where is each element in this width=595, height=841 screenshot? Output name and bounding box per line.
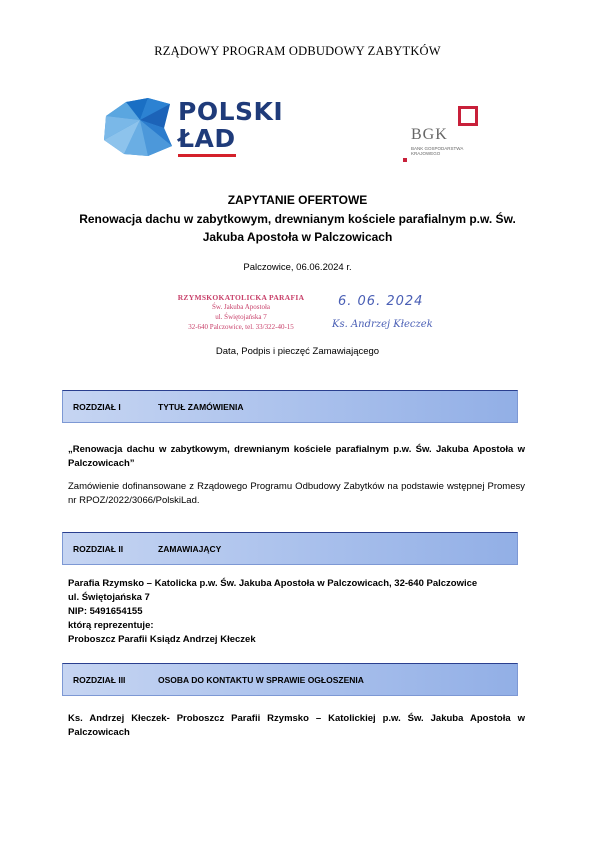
signature-date: 6. 06. 2024 [338, 294, 424, 309]
polski-lad-line2: ŁAD [178, 124, 236, 153]
stamp-line1: RZYMSKOKATOLICKA PARAFIA [177, 293, 305, 302]
ordering-party-line: którą reprezentuje: [68, 620, 154, 631]
parish-stamp [166, 293, 316, 332]
section-number: ROZDZIAŁ II [73, 544, 124, 554]
bgk-subtitle: BANK GOSPODARSTWA KRAJOWEGO [411, 146, 464, 156]
polski-lad-line1: POLSKI [178, 97, 284, 126]
bgk-logo [398, 106, 488, 166]
stamp-line4: 32-640 Palczowice, tel. 33/322-40-15 [188, 323, 294, 331]
funding-text: Zamówienie dofinansowane z Rządowego Programu Odbudowy Zabytków na podstawie wstępnej Promesy nr RPOZ/2022/3066/PolskiLad. [68, 481, 525, 506]
program-title: RZĄDOWY PROGRAM ODBUDOWY ZABYTKÓW [154, 44, 441, 58]
document-heading: ZAPYTANIE OFERTOWE [227, 193, 368, 207]
signature-caption: Data, Podpis i pieczęć Zamawiającego [215, 346, 380, 357]
ordering-party-line: Parafia Rzymsko – Katolicka p.w. Św. Jakuba Apostoła w Palczowicach, 32-640 Palczowice [68, 578, 478, 589]
stamp-line3: ul. Świętojańska 7 [215, 313, 267, 321]
section-title: OSOBA DO KONTAKTU W SPRAWIE OGŁOSZENIA [158, 675, 364, 685]
section-title: ZAMAWIAJĄCY [158, 544, 222, 554]
section-bar-3 [62, 663, 518, 696]
bgk-square-icon [458, 106, 478, 126]
bgk-name: BGK [411, 126, 448, 143]
ordering-party-line: NIP: 5491654155 [68, 606, 143, 617]
bgk-dot-icon [403, 158, 407, 162]
section-bar-2 [62, 532, 518, 565]
ordering-party-block [68, 577, 525, 647]
document-subheading: Renowacja dachu w zabytkowym, drewnianym kościele parafialnym p.w. Św. Jakuba Apostoła w Palczowicach [79, 212, 516, 244]
order-title-quote: „Renowacja dachu w zabytkowym, drewnianym kościele parafialnym p.w. Św. Jakuba Apostoła w Palczowicach” [68, 444, 525, 469]
ordering-party-line: ul. Świętojańska 7 [68, 592, 150, 603]
signature-name: Ks. Andrzej Kłeczek [332, 319, 433, 330]
polski-lad-underline [178, 154, 236, 157]
section-title: TYTUŁ ZAMÓWIENIA [158, 402, 244, 412]
section-number: ROZDZIAŁ III [73, 675, 126, 685]
section-bar-1 [62, 390, 518, 423]
polski-lad-map-icon [104, 98, 174, 158]
section-number: ROZDZIAŁ I [73, 402, 121, 412]
contact-person: Ks. Andrzej Kłeczek- Proboszcz Parafii Rzymsko – Katolickiej p.w. Św. Jakuba Apostoła w Palczowicach [68, 713, 525, 738]
polski-lad-logo [104, 98, 284, 162]
ordering-party-line: Proboszcz Parafii Ksiądz Andrzej Kłeczek [68, 634, 256, 645]
place-date: Palczowice, 06.06.2024 r. [243, 262, 352, 273]
stamp-line2: Św. Jakuba Apostoła [211, 303, 271, 311]
